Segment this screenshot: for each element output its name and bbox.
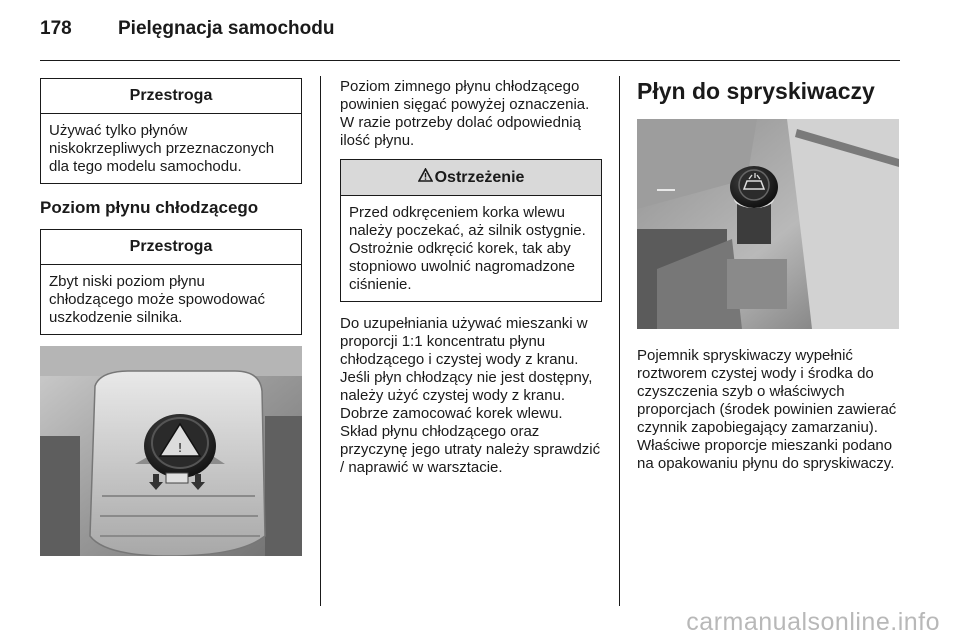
warning-box bbox=[340, 159, 602, 302]
warning-body: Przed odkręceniem korka wlewu należy poczekać, aż silnik ostygnie. Ostrożnie odkręcić korek, tak aby stopniowo uwolnić nagromadzone ciśnienie. bbox=[349, 204, 586, 293]
column-divider-left bbox=[320, 76, 321, 606]
caution-title: Przestroga bbox=[41, 230, 301, 265]
right-column bbox=[637, 78, 900, 473]
page-header bbox=[40, 18, 334, 40]
header-rule bbox=[40, 60, 900, 61]
warning-triangle-icon bbox=[418, 168, 433, 187]
warning-title: Ostrzeżenie bbox=[434, 169, 525, 186]
coolant-mixture-text: Do uzupełniania używać mieszanki w proporcji 1:1 koncentratu płynu chłodzącego i czystej wody z kranu. Jeśli płyn chłodzący nie jest dostępny, należy użyć czystej wody z kranu. Dobrze zamocować korek wlewu. Skład płynu chłodzącego oraz przyczynę jego utraty należy sprawdzić / naprawić w warsztacie. bbox=[340, 315, 601, 476]
watermark: carmanualsonline.info bbox=[686, 608, 940, 636]
caution-body: Zbyt niski poziom płynu chłodzącego może spowodować uszkodzenie silnika. bbox=[49, 273, 265, 326]
column-divider-right bbox=[619, 76, 620, 606]
caution-box-coolant bbox=[40, 229, 302, 335]
washer-reservoir-photo bbox=[637, 119, 899, 329]
left-column bbox=[40, 78, 302, 556]
svg-text:!: ! bbox=[177, 441, 183, 455]
caution-body: Używać tylko płynów niskokrzepliwych przeznaczonych dla tego modelu samochodu. bbox=[49, 122, 275, 175]
washer-fluid-text: Pojemnik spryskiwaczy wypełnić roztworem czystej wody i środka do czyszczenia szyb o właściwych proporcjach (środek powinien zawierać czynnik zapobiegający zamarzaniu). Właściwe proporcje mieszanki podano na opakowaniu płynu do spryskiwaczy. bbox=[637, 347, 897, 472]
page-number: 178 bbox=[40, 18, 72, 39]
coolant-level-text: Poziom zimnego płynu chłodzącego powinien sięgać powyżej oznaczenia. W razie potrzeby dolać odpowiednią ilość płynu. bbox=[340, 78, 590, 149]
caution-box-fluids bbox=[40, 78, 302, 184]
coolant-reservoir-photo bbox=[40, 346, 302, 556]
chapter-title: Pielęgnacja samochodu bbox=[118, 18, 335, 39]
section-heading-coolant: Poziom płynu chłodzącego bbox=[40, 198, 259, 217]
middle-column bbox=[340, 78, 602, 477]
caution-title: Przestroga bbox=[41, 79, 301, 114]
warning-title-row bbox=[341, 160, 601, 196]
section-heading-washer: Płyn do spryskiwaczy bbox=[637, 78, 875, 104]
